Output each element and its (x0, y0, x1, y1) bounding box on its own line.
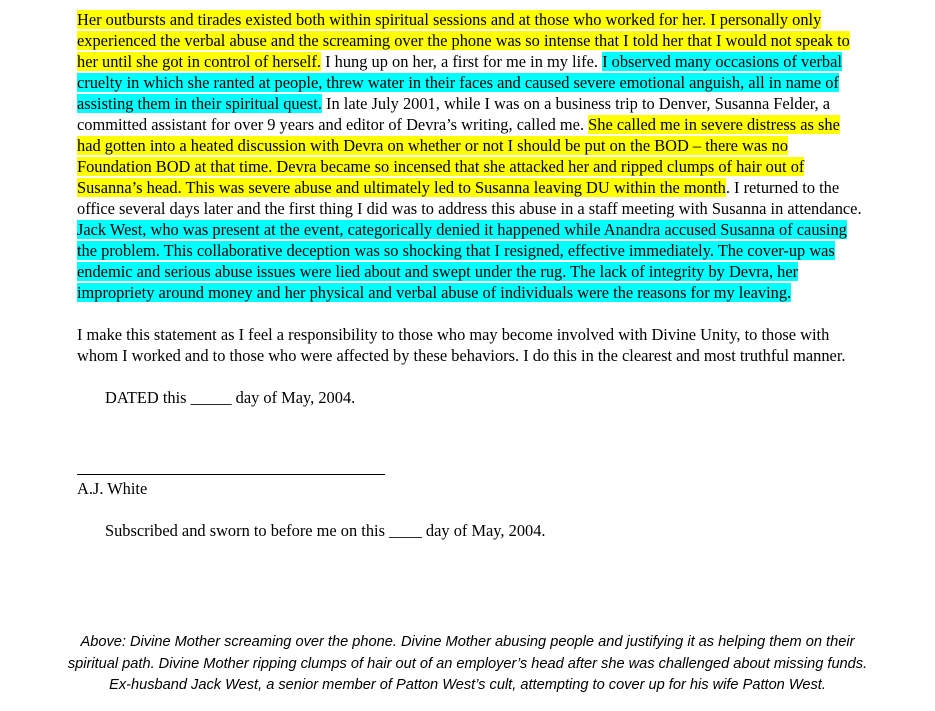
highlighted-text-yellow: Her outbursts and tirades existed both within spiritual sessions and at those who worked for her. I personally only experienced the verbal abuse and the screaming over the phone was so intense that I told her that I would not speak to her until she got in control of herself. (77, 10, 850, 71)
statement-paragraph (77, 9, 862, 303)
signer-name: A.J. White (77, 479, 148, 498)
highlighted-text-cyan: Jack West, who was present at the event, categorically denied it happened while Anandra accused Susanna of causing the problem. This collaborative deception was so shocking that I resigned, effective immediately. The cover-up was endemic and serious abuse issues were lied about and swept under the rug. The lack of integrity by Devra, her impropriety around money and her physical and verbal abuse of individuals were the reasons for my leaving. (77, 220, 847, 302)
plain-text: . I returned to the office several days later and the first thing I did was to address this abuse in a staff meeting with Susanna in attendance. (77, 178, 862, 218)
plain-text: I hung up on her, a first for me in my life. (320, 52, 603, 71)
caption-line: spiritual path. Divine Mother ripping clumps of hair out of an employer’s head after she was challenged about missing funds. (67, 655, 868, 672)
caption-line: Above: Divine Mother screaming over the phone. Divine Mother abusing people and justifying it as helping them on their (80, 634, 855, 650)
highlighted-text-cyan: I observed many occasions of verbal cruelty in which she ranted at people, threw water in their faces and caused severe emotional anguish, all in name of assisting them in their spiritual quest. (77, 52, 842, 113)
image-caption (0, 632, 935, 697)
plain-text: In late July 2001, while I was on a business trip to Denver, Susanna Felder, a committed assistant for over 9 years and editor of Devra’s writing, called me. (77, 94, 830, 134)
responsibility-paragraph: I make this statement as I feel a responsibility to those who may become involved with Divine Unity, to those with whom I worked and to those who were affected by these behaviors. I do this in the clearest and most truthful manner. (77, 325, 846, 365)
caption-line: Ex-husband Jack West, a senior member of Patton West’s cult, attempting to cover up for his wife Patton West. (109, 677, 826, 693)
sworn-line: Subscribed and sworn to before me on this ____ day of May, 2004. (105, 521, 546, 540)
signature-line (77, 474, 385, 475)
highlighted-text-yellow: She called me in severe distress as she had gotten into a heated discussion with Devra on whether or not I should be put on the BOD – there was no Foundation BOD at that time. Devra became so incensed that she attacked her and ripped clumps of hair out of Susanna’s head. This was severe abuse and ultimately led to Susanna leaving DU within the month (77, 115, 840, 197)
dated-line: DATED this _____ day of May, 2004. (105, 388, 356, 407)
document-body (77, 9, 862, 541)
